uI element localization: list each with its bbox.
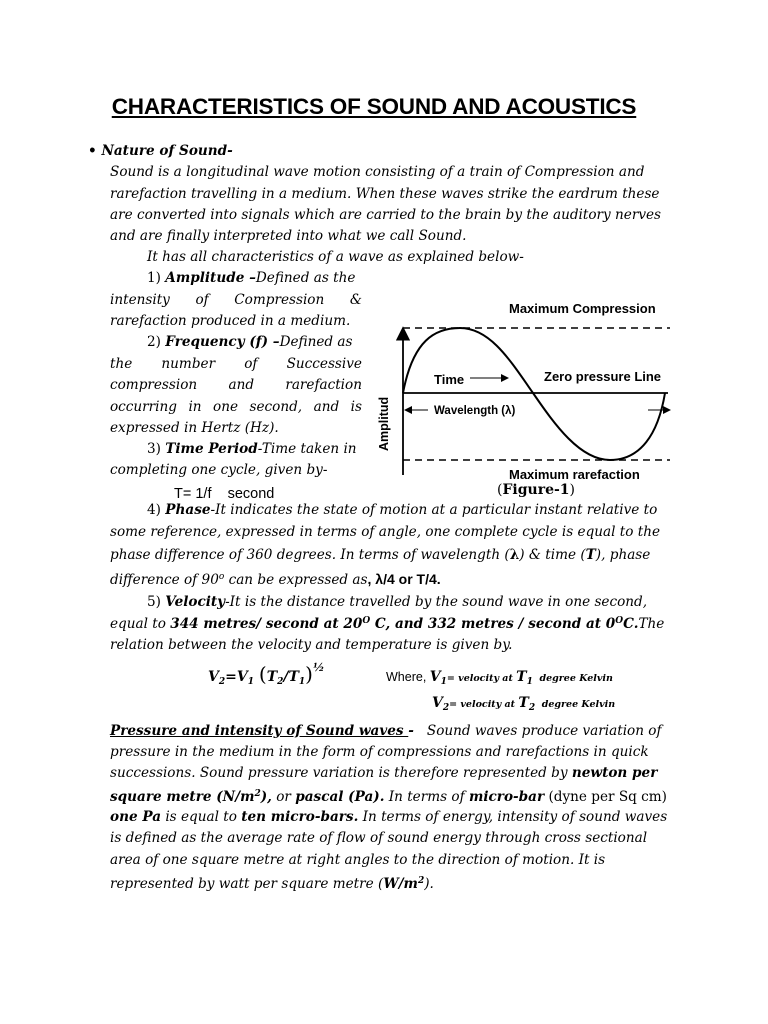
velocity-value: C. [623,616,639,632]
pressure-dash: - [408,723,414,739]
w-part: 1 [440,677,447,687]
pressure-text: is equal to [161,809,242,825]
pressure-unit: pascal (Pa). [295,789,385,805]
formula-part: 1 [247,677,254,687]
word: of [244,356,258,372]
pressure-unit: square metre (N/m [110,789,255,805]
pressure-text: In terms of energy, intensity of sound waves [358,809,668,825]
formula-part: 1 [298,677,306,687]
phase-term: Phase [165,502,211,518]
w-part: T [518,695,529,711]
word: in [188,399,202,415]
velocity-value: 344 metres/ second at 20 [170,616,363,632]
amplitude-term: Amplitude – [165,270,256,286]
nature-heading-line [88,145,233,159]
word: rarefaction [285,377,362,393]
pressure-line-5 [110,811,667,825]
phase-result: , λ/4 or T/4. [367,571,441,587]
pressure-unit: W/m [383,876,418,892]
period-def: -Time taken in [257,441,357,457]
formula-part: V [208,669,219,685]
w-part: 1 [526,677,533,687]
word: second, [249,399,303,415]
velocity-formula [208,662,324,687]
nature-line-3: are converted into signals which are carried to the brain by the auditory nerves [110,207,662,223]
wavelength-label: Wavelength (λ) [434,405,516,417]
amplitude-line-3: rarefaction produced in a medium. [110,313,351,329]
amplitude-number: 1) [147,270,166,286]
w-part: 2 [442,703,450,713]
formula-part: 2 [277,677,284,687]
word: one [213,399,239,415]
max-compression-label: Maximum Compression [509,301,656,316]
pressure-unit: micro-bar [468,789,545,805]
velocity-text: -It is the distance travelled by the sound wave in one second, [225,594,648,610]
pressure-text: (dyne per Sq cm) [544,789,667,805]
amplitude-axis-label: Amplitud [377,396,391,451]
period-formula: T= 1/f second [174,486,275,502]
time-label: Time [434,372,465,387]
degree-sup: O [362,616,371,626]
phase-text: -It indicates the state of motion at a particular instant relative to [210,502,658,518]
frequency-line-1 [147,336,353,350]
pressure-text: In terms of [384,789,469,805]
pressure-text: successions. Sound pressure variation is therefore represented by [110,765,572,781]
max-rarefaction-label: Maximum rarefaction [509,467,640,482]
velocity-line-2 [110,617,664,632]
phase-text: difference of 90 [110,572,219,588]
formula-part: T [266,669,278,685]
amplitude-line-2 [110,294,362,308]
phase-line-2: some reference, expressed in terms of angle, one complete cycle is equal to the [110,524,661,540]
velocity-text: equal to [110,616,171,632]
w-part: = velocity at [449,699,519,710]
time-symbol: T [585,547,596,563]
pressure-line-7: area of one square metre at right angles to the direction of motion. It is [110,852,606,868]
word: and [228,377,255,393]
pressure-unit: one Pa [110,809,161,825]
word: and [313,399,340,415]
figure-caption: (Figure-1) [497,482,575,498]
pressure-line-3 [110,767,657,781]
word: occurring [110,399,177,415]
period-number: 3) [147,441,166,457]
velocity-line-1 [147,596,647,610]
word: of [195,292,209,308]
pressure-text: or [271,789,296,805]
pressure-line-8 [110,877,434,892]
formula-part: 2 [218,677,226,687]
amplitude-def: Defined as the [255,270,356,286]
frequency-line-3 [110,379,362,393]
word: the [110,356,133,372]
phase-text: ), phase [595,547,651,563]
formula-part: /T [283,669,299,685]
formula-part: =V [225,669,248,685]
nature-line-4: and are finally interpreted into what we call Sound. [110,228,467,244]
velocity-number: 5) [147,594,166,610]
pressure-text: represented by watt per square metre ( [110,876,384,892]
w-part: = velocity at [446,673,517,684]
frequency-line-4 [110,401,362,415]
velocity-text: The [638,616,665,632]
word: number [161,356,216,372]
word: intensity [110,292,170,308]
pressure-unit: ), [260,789,272,805]
pressure-line-1 [110,725,662,739]
pressure-heading: Pressure and intensity of Sound waves [110,723,409,739]
velocity-line-3: relation between the velocity and temperature is given by. [110,637,513,653]
squared-sup: 2 [254,789,261,799]
period-term: Time Period [165,441,258,457]
figure-caption-text: Figure-1 [502,482,570,498]
nature-line-2: rarefaction travelling in a medium. When these waves strike the eardrum these [110,186,660,202]
amplitude-line-1 [147,272,355,286]
word: & [349,292,362,308]
formula-part: ½ [312,661,325,674]
frequency-line-2 [110,358,362,372]
formula-part: ( [258,662,267,686]
zero-line-label: Zero pressure Line [544,369,662,384]
w-part: V [432,695,443,711]
figure-1-wave-diagram [370,290,680,500]
bullet: • [88,143,97,159]
pressure-unit: ten micro-bars. [241,809,359,825]
lambda-symbol: λ [509,547,520,563]
formula-part: ) [305,662,313,686]
squared-sup: 2 [417,876,425,886]
pressure-line-2: pressure in the medium in the form of compressions and rarefactions in quick [110,744,649,760]
frequency-term: Frequency (f) – [165,334,280,350]
where-line-1 [386,670,613,687]
velocity-term: Velocity [165,594,226,610]
w-part: degree Kelvin [532,673,613,684]
word: compression [110,377,198,393]
pressure-unit: newton per [571,765,658,781]
phase-text: phase difference of 360 degrees. In terms of wavelength ( [110,547,510,563]
velocity-value: C, and 332 metres / second at 0 [370,616,616,632]
word: Successive [286,356,362,372]
pressure-line-4 [110,790,667,805]
w-part: degree Kelvin [535,699,616,710]
pressure-text: Sound waves produce variation of [426,723,662,739]
sine-wave [403,328,665,460]
nature-line-1: Sound is a longitudinal wave motion consisting of a train of Compression and [110,164,645,180]
where-line-2 [432,696,615,713]
w-part: T [516,669,527,685]
w-part: 2 [528,703,536,713]
pressure-text: ). [424,876,434,892]
frequency-def: Defined as [279,334,353,350]
degree-sup: o [218,572,225,582]
w-part: V [429,669,441,685]
where-label: Where, [386,670,430,684]
period-line-1 [147,443,357,457]
word: Compression [234,292,325,308]
phase-text: can be expressed as [224,572,368,588]
pressure-line-6: is defined as the average rate of flow of sound energy through cross sectional [110,830,648,846]
period-line-2: completing one cycle, given by- [110,462,328,478]
phase-line-3 [110,549,650,563]
phase-line-4 [110,572,441,588]
frequency-number: 2) [147,334,166,350]
nature-heading: Nature of Sound- [101,143,233,159]
phase-number: 4) [147,502,166,518]
frequency-line-5: expressed in Hertz (Hz). [110,420,279,436]
degree-sup: O [615,616,624,626]
phase-line-1 [147,504,657,518]
word: is [350,399,362,415]
phase-text: ) & time ( [519,547,586,563]
nature-intro: It has all characteristics of a wave as explained below- [147,249,524,265]
page-title: CHARACTERISTICS OF SOUND AND ACOUSTICS [111,94,637,119]
